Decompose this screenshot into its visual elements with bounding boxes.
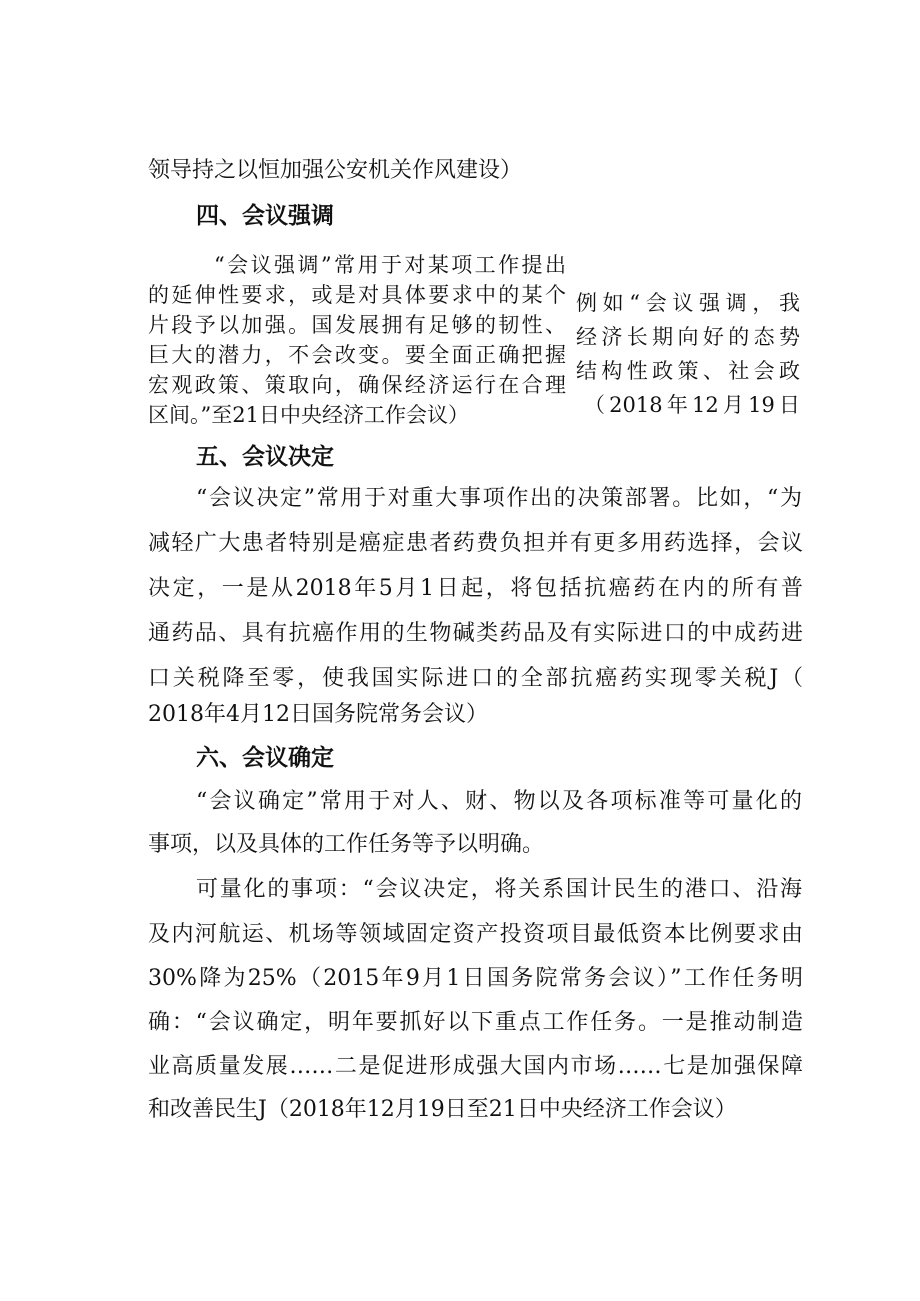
section6-para1-line: “会议确定”常用于对人、财、物以及各项标准等可量化的 [196,789,802,814]
section5-line: 口关税降至零，使我国实际进口的全部抗癌药实现零关税J（ [148,666,803,691]
section5-line: 减轻广大患者特别是癌症患者药费负担并有更多用药选择，会议 [148,531,803,556]
section4-right-column [576,286,800,422]
section4-left-line: 区间。”至21日中央经济工作会议） [148,403,469,427]
section4-right-line: 结构性政策、社会政 [576,359,800,383]
section6-para2-line: 和改善民生J（2018年12月19日至21日中央经济工作会议） [148,1097,737,1122]
section6-para2-line: 确：“会议确定，明年要抓好以下重点工作任务。一是推动制造 [148,1010,803,1035]
section6-para2-line: 30%降为25%（2015年9月1日国务院常务会议）”工作任务明 [148,966,803,991]
section4-left-line: 片段予以加强。国发展拥有足够的韧性、 [148,313,566,337]
section5-line: 通药品、具有抗癌作用的生物碱类药品及有实际进口的中成药进 [148,621,803,646]
section4-right-line: （2018年12月19日 [584,393,800,417]
section4-right-line: 经济长期向好的态势 [576,325,800,349]
carry-over-line: 领导持之以恒加强公安机关作风建设） [148,158,523,183]
section-heading-6: 六、会议确定 [196,745,334,771]
section6-para2-line: 可量化的事项：“会议决定，将关系国计民生的港口、沿海 [196,877,802,902]
section-heading-5: 五、会议决定 [196,444,334,470]
section5-line: “会议决定”常用于对重大事项作出的决策部署。比如，“为 [196,486,802,511]
section4-left-line: “会议强调”常用于对某项工作提出 [214,253,566,277]
section4-left-line: 宏观政策、策取向，确保经济运行在合理 [148,373,566,397]
section6-para1-line: 事项，以及具体的工作任务等予以明确。 [148,832,545,857]
section6-para2-line: 及内河航运、机场等领域固定资产投资项目最低资本比例要求由 [148,922,803,947]
section5-line: 2018年4月12日国务院常务会议） [148,702,488,727]
section4-left-line: 巨大的潜力，不会改变。要全面正确把握 [148,343,566,367]
section4-right-line: 例如“会议强调，我 [576,291,800,315]
section4-left-column [148,250,566,430]
section6-para2-line: 业高质量发展……二是促进形成强大国内市场……七是加强保障 [148,1054,803,1079]
section-heading-4: 四、会议强调 [196,203,334,229]
section4-left-line: 的延伸性要求，或是对具体要求中的某个 [148,283,566,307]
section5-line: 决定，一是从2018年5月1日起，将包括抗癌药在内的所有普 [148,576,803,601]
